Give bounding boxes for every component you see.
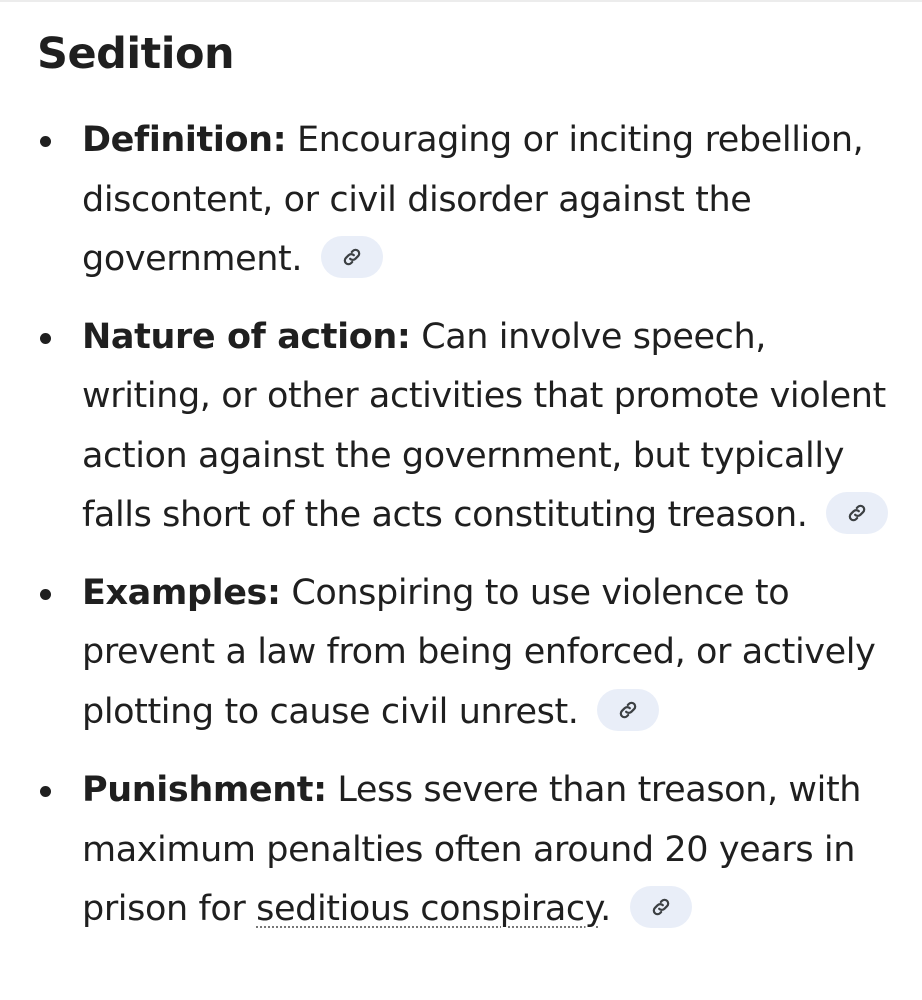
list-item-examples <box>0 564 922 743</box>
item-text: Less severe than treason, with maximum penalties often around 20 years in prison for <box>82 770 862 929</box>
source-link-button[interactable] <box>826 492 888 534</box>
source-link-button[interactable] <box>597 689 659 731</box>
list-item-definition <box>0 111 922 290</box>
bullet-dot <box>40 333 51 344</box>
source-link-button[interactable] <box>630 886 692 928</box>
bullet-list <box>0 111 922 958</box>
item-text: Encouraging or inciting rebellion, discontent, or civil disorder against the government. <box>82 120 864 279</box>
link-icon <box>846 502 868 524</box>
source-link-button[interactable] <box>321 236 383 278</box>
bullet-dot <box>40 589 51 600</box>
item-text: Conspiring to use violence to prevent a law from being enforced, or actively plotting to cause civil unrest. <box>82 572 876 732</box>
item-term: Nature of action: <box>82 316 411 357</box>
item-term: Punishment: <box>82 770 327 810</box>
link-icon <box>617 699 639 721</box>
top-divider <box>0 0 922 2</box>
bullet-dot <box>40 136 51 147</box>
item-term: Examples: <box>82 572 281 613</box>
list-item-nature-of-action <box>0 308 922 546</box>
item-text: Can involve speech, writing, or other activities that promote violent action against the government, but typically falls short of the acts constituting treason. <box>82 316 886 535</box>
item-text-end: . <box>600 889 611 929</box>
bullet-dot <box>40 786 51 797</box>
item-term: Definition: <box>82 120 287 160</box>
seditious-conspiracy-link[interactable]: seditious conspiracy <box>256 889 601 929</box>
link-icon <box>650 896 672 918</box>
section-title: Sedition <box>37 29 235 79</box>
link-icon <box>341 246 363 268</box>
list-item-punishment <box>0 761 922 940</box>
